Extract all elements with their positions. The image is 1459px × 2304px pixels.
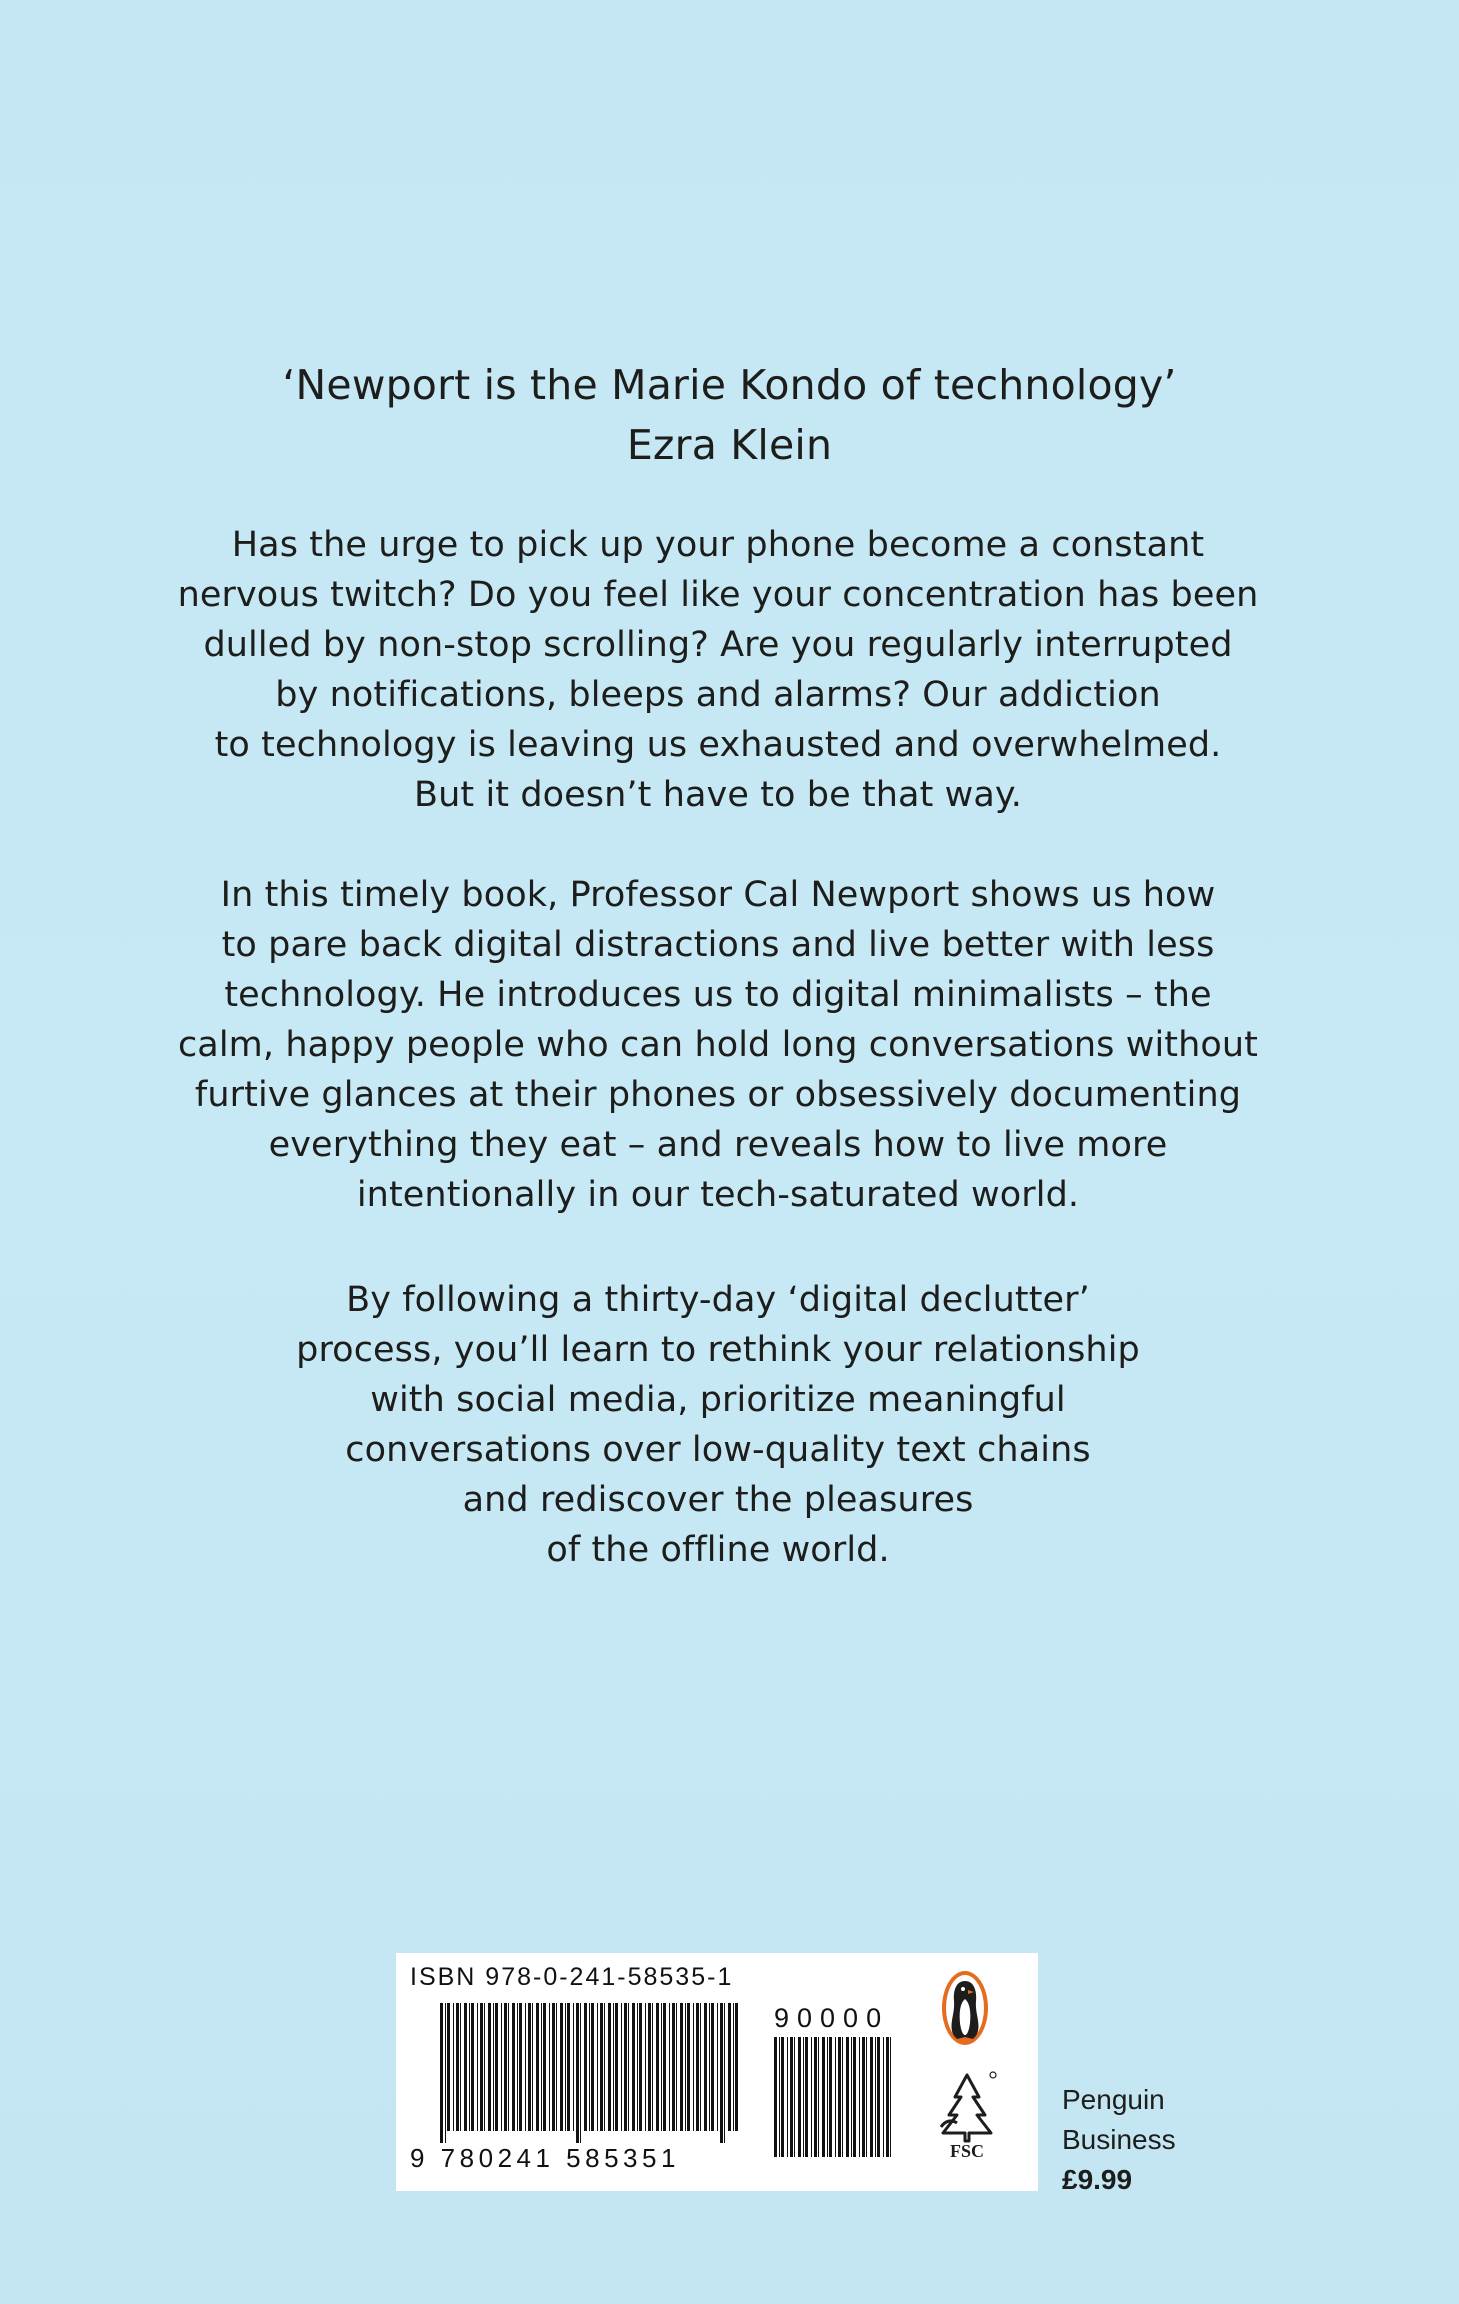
barcode-bar [656,2003,659,2131]
blurb-line: calm, happy people who can hold long conversations without [177,1025,1259,1065]
barcode-bar [447,2003,450,2131]
barcode-bar [794,2037,795,2157]
barcode-bar [536,2003,539,2131]
barcode-bar [584,2003,587,2131]
blurb-paragraph-2 [0,870,1436,1220]
barcode-bar [866,2037,867,2157]
barcode-bar [488,2003,491,2131]
barcode-bar [835,2037,836,2157]
barcode-bar [709,2003,710,2131]
barcode-bar [877,2037,880,2157]
barcode-bar [532,2003,533,2131]
barcode-bar [814,2037,817,2157]
blurb-paragraph-1 [0,520,1436,820]
barcode-bar [480,2003,483,2131]
barcode-bar [543,2003,546,2131]
barcode-bar [460,2003,461,2131]
imprint-business: Business [1062,2124,1176,2155]
barcode-bar [517,2003,518,2131]
barcode-bar [680,2003,683,2131]
barcode-bar [696,2003,699,2131]
barcode-bar [560,2003,563,2131]
barcode-bar [469,2003,470,2131]
barcode-bar [846,2037,849,2157]
barcode-bar [853,2037,856,2157]
blurb-line: conversations over low-quality text chains [345,1430,1091,1470]
barcode-bar [508,2003,509,2131]
barcode-bar [504,2003,507,2131]
barcode-bar [685,2003,686,2131]
imprint-penguin: Penguin [1062,2084,1165,2115]
barcode-bar [639,2003,642,2131]
barcode-bar [565,2003,566,2131]
barcode-bar [556,2003,557,2131]
blurb-line: But it doesn’t have to be that way. [414,775,1022,815]
barcode-bar [464,2003,467,2131]
barcode-bar [624,2003,627,2131]
barcode-bar [811,2037,812,2157]
barcode-bar [613,2003,614,2131]
price: £9.99 [1062,2164,1133,2195]
barcode-bar [728,2003,731,2131]
blurb-line: process, you’ll learn to rethink your relationship [296,1330,1140,1370]
barcode-bar [818,2037,819,2157]
barcode-bar [798,2037,801,2157]
barcode-bar [720,2003,723,2143]
barcode-bar [549,2003,550,2131]
blurb-line: intentionally in our tech-saturated world. [356,1175,1080,1215]
barcode-bar [600,2003,603,2131]
fsc-text: FSC [949,2141,985,2161]
barcode-bar [628,2003,629,2131]
barcode-bar [717,2003,718,2131]
penguin-logo [940,1969,990,2047]
barcode-bar [838,2037,841,2157]
barcode-bar [501,2003,502,2131]
barcode-bar [822,2037,825,2157]
barcode-bar [484,2003,485,2131]
barcode-bar [493,2003,494,2131]
barcode-bar [842,2037,843,2157]
barcode-bar [704,2003,707,2131]
barcode-bar [693,2003,694,2131]
barcode-bar [512,2003,515,2131]
blurb-paragraph-3 [0,1275,1436,1575]
barcode-bar [669,2003,670,2131]
price-addon-barcode [774,2037,894,2169]
barcode-bar [591,2003,594,2131]
blurb-line: of the offline world. [546,1530,890,1570]
blurb-line: to pare back digital distractions and live better with less [221,925,1215,965]
barcode-bar [803,2037,804,2157]
blurb-line: By following a thirty-day ‘digital declutter’ [346,1280,1090,1320]
barcode-bar [724,2003,725,2143]
blurb-line: with social media, prioritize meaningful [370,1380,1066,1420]
barcode-bar [440,2003,443,2143]
barcode-bar [648,2003,651,2131]
barcode-bar [652,2003,653,2131]
barcode-bar [663,2003,666,2131]
blurb-line: everything they eat – and reveals how to live more [268,1125,1168,1165]
blurb-line: to technology is leaving us exhausted and overwhelmed. [214,725,1222,765]
barcode-bar [576,2003,579,2143]
barcode-bar [528,2003,531,2131]
barcode-bar [711,2003,714,2131]
barcode-bar [859,2037,860,2157]
barcode-bar [787,2037,788,2157]
barcode-bar [456,2003,459,2131]
publisher-block [1062,2080,1176,2200]
barcode-bar [580,2003,581,2143]
barcode-bar [621,2003,622,2131]
isbn-barcode [440,2003,738,2143]
barcode-bar [477,2003,478,2131]
barcode-bar [541,2003,542,2131]
barcode-bar [637,2003,638,2131]
blurb-line: In this timely book, Professor Cal Newport shows us how [220,875,1216,915]
blurb-line: by notifications, bleeps and alarms? Our addiction [275,675,1161,715]
barcode-bar [495,2003,498,2131]
barcode-bar [774,2037,777,2157]
barcode-bar [567,2003,570,2131]
barcode-bar [471,2003,474,2131]
fsc-logo [935,2069,999,2161]
barcode-bar [735,2003,738,2131]
barcode-bar [851,2037,852,2157]
barcode-bar [676,2003,677,2131]
blurb-line: nervous twitch? Do you feel like your concentration has been [177,575,1259,615]
barcode-bar [661,2003,662,2131]
barcode-bar [805,2037,808,2157]
barcode-bar [700,2003,701,2131]
barcode-bar [790,2037,793,2157]
barcode-bar [781,2037,784,2157]
barcode-bar [827,2037,828,2157]
barcode-bar [862,2037,865,2157]
barcode-bar [645,2003,646,2131]
barcode-bar [552,2003,555,2131]
barcode-bar [733,2003,734,2131]
barcode-digits: 9 780241 585351 [410,2143,680,2173]
barcode-bar [687,2003,690,2131]
barcode-bar [779,2037,780,2157]
barcode-bar [829,2037,832,2157]
blurb-line: and rediscover the pleasures [462,1480,974,1520]
barcode-bar [589,2003,590,2131]
barcode-bar [875,2037,876,2157]
barcode-bar [519,2003,522,2131]
barcode-bar [608,2003,611,2131]
barcode-bar [672,2003,675,2131]
blurb-line: Has the urge to pick up your phone become a constant [231,525,1205,565]
isbn-label: ISBN 978-0-241-58535-1 [410,1963,734,1991]
blurb-line: dulled by non-stop scrolling? Are you regularly interrupted [203,625,1233,665]
barcode-bar [525,2003,526,2131]
barcode-panel [396,1953,1038,2191]
blurb-line: technology. He introduces us to digital minimalists – the [224,975,1212,1015]
quote-attribution: Ezra Klein [626,421,833,469]
barcode-bar [573,2003,574,2131]
quote-text: ‘Newport is the Marie Kondo of technology’ [282,361,1177,409]
barcode-bar [632,2003,635,2131]
barcode-bar [445,2003,446,2143]
barcode-bar [883,2037,884,2157]
blurb-line: furtive glances at their phones or obsessively documenting [194,1075,1242,1115]
barcode-bar [890,2037,891,2157]
price-addon-digits: 90000 [774,2003,890,2033]
barcode-bar [597,2003,598,2131]
barcode-bar [453,2003,454,2131]
barcode-bar [615,2003,618,2131]
barcode-bar [886,2037,889,2157]
pull-quote [0,355,1459,475]
barcode-bar [870,2037,873,2157]
barcode-bar [604,2003,605,2131]
